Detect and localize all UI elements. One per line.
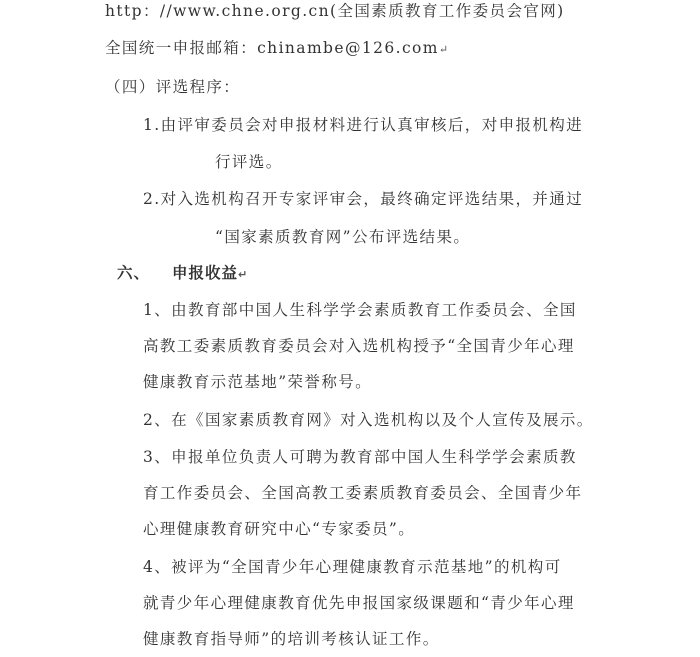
website-line: [105, 0, 565, 22]
benefit-item-1-cont-2: [143, 371, 372, 393]
step-1-line-1: 1.由评审委员会对申报材料进行认真审核后，对申报机构进: [143, 116, 584, 134]
step-2-line-1: 2.对入选机构召开专家评审会，最终确定评选结果，并通过: [143, 190, 584, 208]
benefits-heading-text: 申报收益: [172, 264, 239, 282]
paragraph-mark-icon: ↵: [238, 268, 248, 281]
email-line: [105, 37, 448, 61]
benefit-4-line-3: 健康教育指导师”的培训考核认证工作。: [143, 630, 440, 648]
benefit-item-4-cont-2: [143, 628, 440, 650]
benefit-1-line-1: 1、由教育部中国人生科学学会素质教育工作委员会、全国: [143, 301, 577, 319]
benefit-item-1: [143, 299, 577, 321]
evaluation-step-1-cont: [215, 151, 283, 173]
benefit-2-line-1: 2、在《国家素质教育网》对入选机构以及个人宣传及展示。: [143, 411, 594, 429]
benefit-item-3: [143, 446, 577, 468]
evaluation-step-2: [143, 188, 583, 210]
benefit-1-line-2: 高教工委素质教育委员会对入选机构授予“全国青少年心理: [143, 337, 575, 355]
benefit-4-line-2: 就青少年心理健康教育优先申报国家级课题和“青少年心理: [143, 594, 575, 612]
benefit-3-line-2: 育工作委员会、全国高教工委素质教育委员会、全国青少年: [143, 484, 583, 502]
benefit-item-1-cont: [143, 335, 575, 357]
evaluation-step-2-cont: [215, 226, 470, 248]
evaluation-heading: [105, 76, 240, 98]
benefit-3-line-1: 3、申报单位负责人可聘为教育部中国人生科学学会素质教: [143, 448, 577, 466]
evaluation-heading-text: （四）评选程序：: [105, 78, 241, 96]
benefits-heading-number: 六、: [117, 264, 151, 282]
benefit-item-3-cont: [143, 482, 582, 504]
step-2-line-2: “国家素质教育网”公布评选结果。: [215, 228, 471, 246]
paragraph-mark-icon: ↵: [438, 43, 449, 56]
step-1-line-2: 行评选。: [215, 153, 283, 171]
benefit-1-line-3: 健康教育示范基地”荣誉称号。: [143, 373, 373, 391]
benefit-4-line-1: 4、被评为“全国青少年心理健康教育示范基地”的机构可: [143, 558, 562, 576]
evaluation-step-1: [143, 114, 583, 136]
benefit-item-2: [143, 409, 594, 431]
benefits-heading: [117, 262, 247, 286]
benefit-item-4: [143, 556, 562, 578]
benefit-item-4-cont: [143, 592, 575, 614]
email-text: 全国统一申报邮箱：chinambe@126.com: [105, 39, 439, 57]
benefit-item-3-cont-2: [143, 518, 415, 540]
website-text: http：//www.chne.org.cn(全国素质教育工作委员会官网): [105, 2, 565, 20]
benefit-3-line-3: 心理健康教育研究中心“专家委员”。: [143, 520, 416, 538]
